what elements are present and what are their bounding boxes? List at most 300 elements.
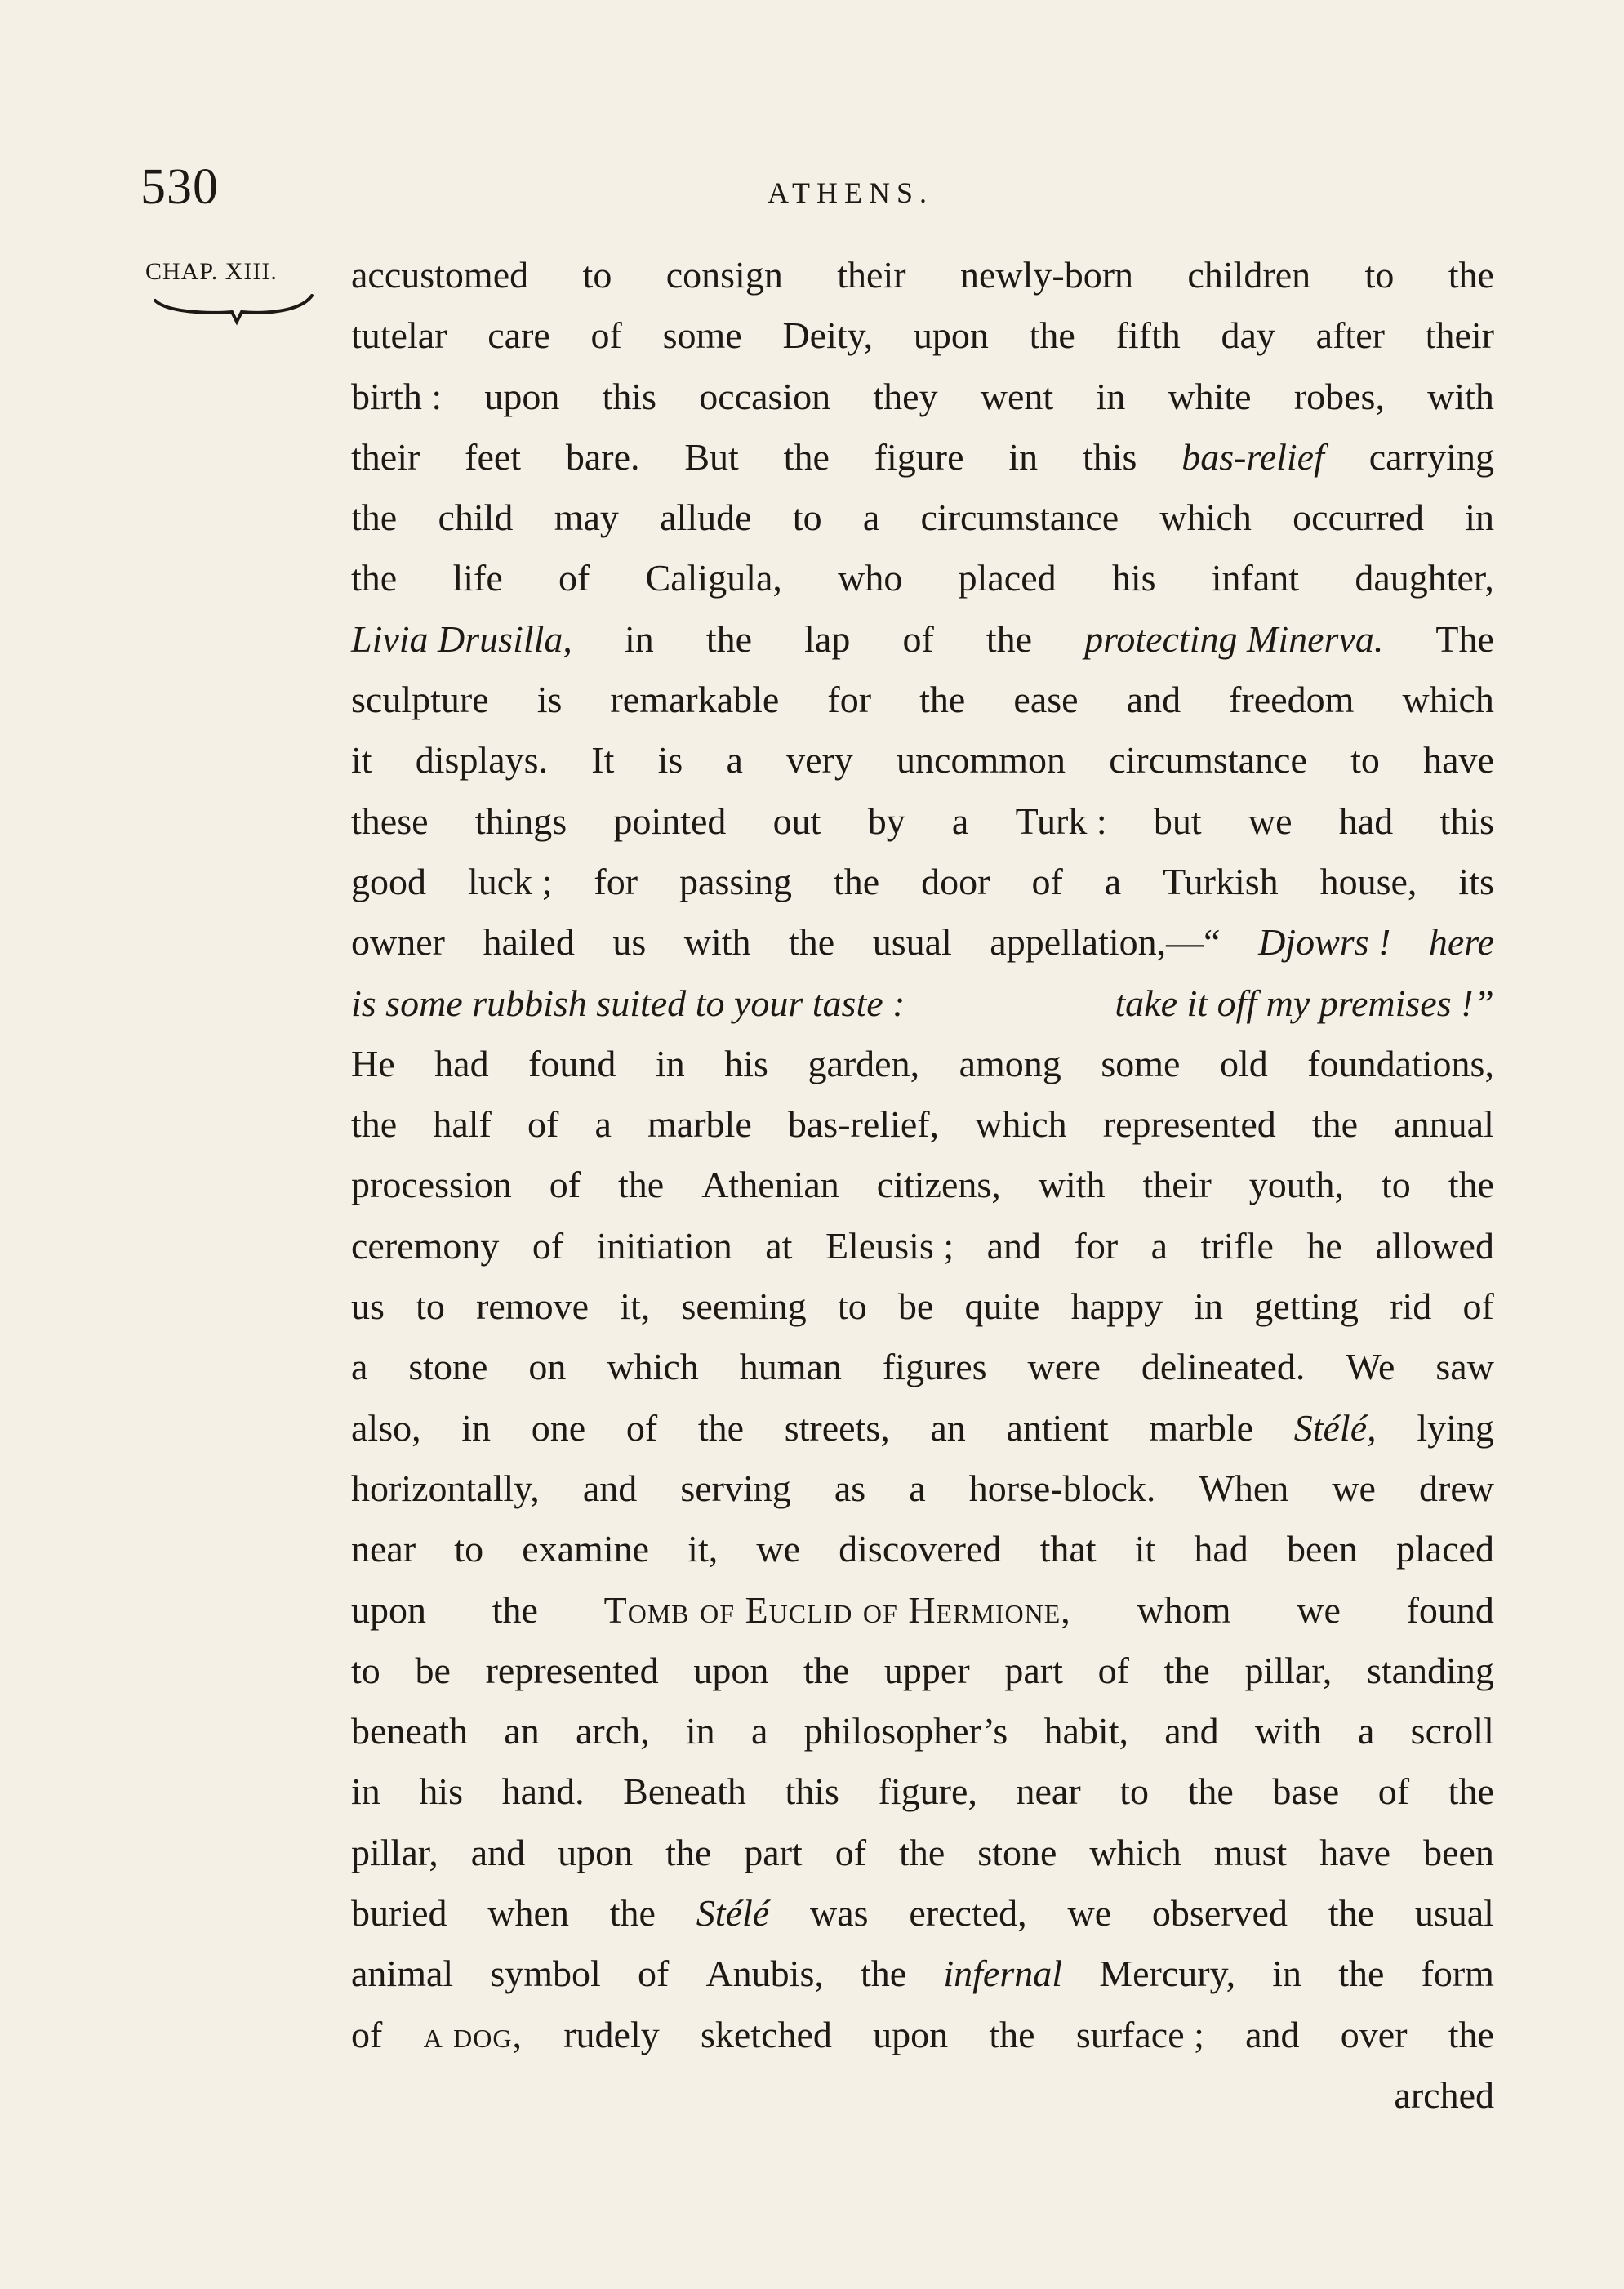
- text-word: when: [487, 1892, 569, 1935]
- text-word: of: [590, 314, 622, 357]
- text-word: to: [1350, 739, 1380, 782]
- text-word: over: [1340, 2013, 1408, 2055]
- text-word: beneath: [351, 1710, 469, 1752]
- text-word: in: [655, 1042, 685, 1084]
- text-word: Tomb of Euclid of Hermione,: [603, 1588, 1071, 1631]
- text-word: which: [1402, 679, 1494, 721]
- text-word: upon: [558, 1831, 634, 1873]
- text-word: to: [837, 1285, 867, 1328]
- text-line: [351, 1883, 1494, 1944]
- text-word: door: [921, 860, 990, 902]
- text-line: [351, 1337, 1494, 1397]
- text-word: we: [756, 1528, 801, 1570]
- text-word: lying: [1417, 1406, 1494, 1449]
- text-word: of: [532, 1224, 564, 1267]
- text-word: a: [1357, 1710, 1375, 1752]
- text-word: marble: [647, 1103, 752, 1146]
- text-word: Mercury,: [1099, 1953, 1236, 1995]
- text-word: and: [582, 1467, 638, 1509]
- text-word: in: [1096, 375, 1126, 417]
- text-word: buried: [351, 1892, 447, 1935]
- text-word: figure: [874, 435, 964, 478]
- text-word: allude: [660, 497, 752, 539]
- text-word: of: [558, 557, 590, 599]
- text-line: [351, 1823, 1494, 1883]
- text-word: the: [861, 1953, 907, 1995]
- text-word: child: [438, 497, 514, 539]
- text-word: a: [1104, 860, 1122, 902]
- text-line: [351, 1580, 1494, 1641]
- text-word: his: [419, 1770, 464, 1813]
- text-word: of: [1377, 1770, 1410, 1813]
- text-word: the: [665, 1831, 712, 1873]
- text-word: had: [434, 1042, 489, 1084]
- text-word: bas-relief,: [787, 1103, 940, 1146]
- text-word: children: [1187, 254, 1311, 296]
- text-line: [351, 1216, 1494, 1276]
- text-word: stone: [977, 1831, 1057, 1873]
- text-word: the: [834, 860, 880, 902]
- text-word: with: [1254, 1710, 1322, 1752]
- text-word: a: [750, 1710, 768, 1752]
- text-word: some: [662, 314, 742, 357]
- text-word: their: [837, 254, 906, 296]
- text-word: bare.: [565, 435, 640, 478]
- text-word: luck ;: [467, 860, 553, 902]
- text-line: [351, 2065, 1494, 2126]
- text-word: the: [1187, 1770, 1234, 1813]
- text-word: that: [1039, 1528, 1097, 1570]
- text-word: ceremony: [351, 1224, 500, 1267]
- text-word: symbol: [490, 1953, 601, 1995]
- text-word: he: [1306, 1224, 1342, 1267]
- text-word: fifth: [1115, 314, 1181, 357]
- text-line: [351, 1641, 1494, 1701]
- text-word: the: [1448, 254, 1494, 296]
- text-word: of: [527, 1103, 559, 1146]
- text-word: appellation,—“: [990, 921, 1221, 964]
- text-word: the: [1338, 1953, 1385, 1995]
- text-word: philosopher’s: [803, 1710, 1008, 1752]
- text-word: half: [433, 1103, 492, 1146]
- text-word: delineated.: [1141, 1346, 1306, 1388]
- text-word: tutelar: [351, 314, 447, 357]
- text-word: habit,: [1043, 1710, 1128, 1752]
- text-word: the: [705, 617, 753, 660]
- text-word: quite: [964, 1285, 1040, 1328]
- text-word: the: [618, 1164, 665, 1206]
- text-line: [351, 1944, 1494, 2004]
- text-word: usual: [1414, 1892, 1494, 1935]
- text-word: they: [873, 375, 938, 417]
- text-word: which: [607, 1346, 699, 1388]
- text-word: in: [1465, 497, 1494, 539]
- text-word: But: [684, 435, 739, 478]
- text-line: [351, 1458, 1494, 1519]
- text-word: of: [1031, 860, 1063, 902]
- text-word: carrying: [1368, 435, 1494, 478]
- text-word: Djowrs !: [1258, 921, 1391, 964]
- text-line: [351, 730, 1494, 790]
- text-word: circumstance: [920, 497, 1119, 539]
- text-word: the: [919, 679, 966, 721]
- text-word: its: [1458, 860, 1494, 902]
- text-word: by: [867, 799, 905, 842]
- text-word: infant: [1211, 557, 1300, 599]
- text-word: feet: [465, 435, 522, 478]
- text-word: He: [351, 1042, 395, 1084]
- text-word: youth,: [1248, 1164, 1345, 1206]
- text-line: [351, 2005, 1494, 2065]
- text-word: to: [1382, 1164, 1411, 1206]
- text-word: us: [612, 921, 647, 964]
- text-word: a dog,: [423, 2013, 523, 2055]
- text-word: arched: [1394, 2073, 1494, 2116]
- text-line: [351, 1034, 1494, 1094]
- text-word: passing: [679, 860, 793, 902]
- text-word: pillar,: [1244, 1649, 1333, 1691]
- text-word: it,: [620, 1285, 651, 1328]
- text-word: birth :: [351, 375, 443, 417]
- text-word: hailed: [483, 921, 575, 964]
- text-word: upper: [883, 1649, 970, 1691]
- text-word: ease: [1013, 679, 1079, 721]
- text-word: whom: [1137, 1588, 1231, 1631]
- text-word: here: [1428, 921, 1494, 964]
- text-word: a: [726, 739, 743, 782]
- text-word: as: [834, 1467, 866, 1509]
- text-line: [351, 1276, 1494, 1337]
- text-word: among: [959, 1042, 1061, 1084]
- text-word: Deity,: [782, 314, 874, 357]
- text-word: sketched: [700, 2013, 832, 2055]
- text-word: this: [1439, 799, 1494, 842]
- text-word: The: [1435, 617, 1494, 660]
- text-word: to: [582, 254, 612, 296]
- text-word: Turkish: [1163, 860, 1279, 902]
- text-word: upon: [873, 2013, 949, 2055]
- text-word: displays.: [415, 739, 549, 782]
- text-word: for: [827, 679, 872, 721]
- text-word: it,: [687, 1528, 719, 1570]
- text-word: form: [1421, 1953, 1494, 1995]
- running-head: ATHENS.: [768, 176, 934, 209]
- text-word: allowed: [1375, 1224, 1494, 1267]
- text-word: When: [1199, 1467, 1289, 1509]
- text-line: [351, 1398, 1494, 1458]
- text-word: freedom: [1229, 679, 1355, 721]
- text-word: the: [492, 1588, 538, 1631]
- text-word: an: [504, 1710, 540, 1752]
- text-word: initiation: [596, 1224, 732, 1267]
- text-word: surface ;: [1075, 2013, 1204, 2055]
- text-word: be: [897, 1285, 934, 1328]
- text-word: represented: [1102, 1103, 1276, 1146]
- text-word: of: [1097, 1649, 1129, 1691]
- text-word: in: [1272, 1953, 1302, 1995]
- text-word: and: [1126, 679, 1181, 721]
- text-word: owner: [351, 921, 445, 964]
- text-word: animal: [351, 1953, 454, 1995]
- text-word: their: [1142, 1164, 1212, 1206]
- text-word: been: [1423, 1831, 1494, 1873]
- text-line: [351, 488, 1494, 548]
- text-line: [351, 973, 1494, 1034]
- text-word: robes,: [1293, 375, 1385, 417]
- text-word: be: [415, 1649, 451, 1691]
- text-word: but: [1153, 799, 1202, 842]
- text-word: a: [1150, 1224, 1168, 1267]
- text-word: for: [1074, 1224, 1119, 1267]
- text-line: [351, 912, 1494, 973]
- text-word: garden,: [808, 1042, 920, 1084]
- text-line: [351, 305, 1494, 366]
- text-line: [351, 1519, 1494, 1579]
- text-word: we: [1248, 799, 1293, 842]
- page-number: 530: [140, 159, 219, 215]
- text-word: is some rubbish suited to your taste :: [351, 982, 905, 1024]
- text-word: remove: [476, 1285, 589, 1328]
- text-word: in: [1008, 435, 1039, 478]
- text-line: [351, 1155, 1494, 1215]
- text-word: citizens,: [876, 1164, 1001, 1206]
- text-word: the: [351, 1103, 398, 1146]
- text-word: the: [899, 1831, 945, 1873]
- text-line: [351, 852, 1494, 912]
- text-word: the: [989, 2013, 1035, 2055]
- text-word: his: [1111, 557, 1156, 599]
- text-word: part: [744, 1831, 803, 1873]
- text-word: drew: [1419, 1467, 1494, 1509]
- text-word: placed: [958, 557, 1057, 599]
- text-word: placed: [1395, 1528, 1494, 1570]
- text-word: arch,: [575, 1710, 650, 1752]
- text-word: marble: [1149, 1406, 1254, 1449]
- text-word: daughter,: [1355, 557, 1494, 599]
- text-word: scroll: [1410, 1710, 1494, 1752]
- text-word: trifle: [1200, 1224, 1274, 1267]
- text-word: bas-relief: [1181, 435, 1324, 478]
- text-word: horse-block.: [968, 1467, 1156, 1509]
- text-word: upon: [351, 1588, 426, 1631]
- text-word: it: [351, 739, 372, 782]
- text-word: represented: [485, 1649, 659, 1691]
- text-word: Turk :: [1015, 799, 1107, 842]
- text-word: house,: [1319, 860, 1417, 902]
- text-word: base: [1272, 1770, 1340, 1813]
- text-word: who: [838, 557, 903, 599]
- text-word: consign: [665, 254, 783, 296]
- text-word: their: [1425, 314, 1494, 357]
- text-word: Stélé,: [1293, 1406, 1377, 1449]
- text-word: things: [474, 799, 567, 842]
- text-word: we: [1297, 1588, 1341, 1631]
- text-word: went: [980, 375, 1054, 417]
- text-word: the: [1448, 1770, 1494, 1813]
- text-word: with: [1427, 375, 1494, 417]
- text-word: Athenian: [701, 1164, 839, 1206]
- text-word: this: [1082, 435, 1137, 478]
- text-word: a: [594, 1103, 612, 1146]
- text-word: of: [549, 1164, 581, 1206]
- text-word: Eleusis ;: [825, 1224, 954, 1267]
- text-word: seeming: [681, 1285, 807, 1328]
- text-word: were: [1027, 1346, 1101, 1388]
- text-word: which: [975, 1103, 1067, 1146]
- text-word: in: [461, 1406, 492, 1449]
- text-word: to: [1119, 1770, 1150, 1813]
- text-word: to: [416, 1285, 445, 1328]
- text-line: [351, 367, 1494, 427]
- text-word: the: [803, 1649, 850, 1691]
- text-word: occasion: [699, 375, 831, 417]
- text-word: an: [930, 1406, 966, 1449]
- text-word: is: [536, 679, 563, 721]
- text-word: it: [1134, 1528, 1156, 1570]
- text-word: pillar,: [351, 1831, 438, 1873]
- text-word: foundations,: [1307, 1042, 1494, 1084]
- chapter-margin-note: CHAP. XIII.: [145, 258, 278, 285]
- text-word: the: [351, 557, 398, 599]
- text-word: happy: [1070, 1285, 1163, 1328]
- text-word: stone: [408, 1346, 488, 1388]
- text-word: on: [528, 1346, 567, 1388]
- margin-brace-icon: [152, 294, 315, 327]
- text-word: Stélé: [696, 1892, 770, 1935]
- text-word: very: [786, 739, 853, 782]
- text-word: remarkable: [610, 679, 780, 721]
- text-word: examine: [522, 1528, 650, 1570]
- text-line: [351, 670, 1494, 730]
- text-word: protecting Minerva.: [1084, 617, 1384, 660]
- text-word: getting: [1254, 1285, 1359, 1328]
- text-word: lap: [804, 617, 851, 660]
- text-word: the: [697, 1406, 745, 1449]
- text-word: of: [834, 1831, 867, 1873]
- text-line: [351, 1761, 1494, 1822]
- text-word: of: [902, 617, 934, 660]
- text-word: the: [609, 1892, 656, 1935]
- text-word: after: [1315, 314, 1385, 357]
- text-word: and: [986, 1224, 1042, 1267]
- text-word: rid: [1390, 1285, 1432, 1328]
- text-word: care: [487, 314, 550, 357]
- text-word: of: [1462, 1285, 1494, 1328]
- text-word: figure,: [878, 1770, 977, 1813]
- text-word: these: [351, 799, 429, 842]
- text-word: annual: [1394, 1103, 1494, 1146]
- text-word: had: [1194, 1528, 1248, 1570]
- text-word: this: [785, 1770, 839, 1813]
- text-word: been: [1286, 1528, 1358, 1570]
- text-word: to: [1364, 254, 1395, 296]
- text-word: take it off my premises !”: [1115, 982, 1494, 1024]
- text-word: usual: [872, 921, 952, 964]
- text-line: [351, 245, 1494, 305]
- text-word: had: [1338, 799, 1394, 842]
- text-word: Beneath: [623, 1770, 746, 1813]
- text-word: serving: [680, 1467, 791, 1509]
- text-line: [351, 1094, 1494, 1155]
- text-word: this: [602, 375, 657, 417]
- text-line: [351, 427, 1494, 488]
- text-word: with: [683, 921, 751, 964]
- text-word: and: [1245, 2013, 1300, 2055]
- text-word: the: [1448, 2013, 1494, 2055]
- text-word: rudely: [563, 2013, 660, 2055]
- text-word: us: [351, 1285, 385, 1328]
- text-word: out: [772, 799, 821, 842]
- text-line: [351, 609, 1494, 670]
- text-line: [351, 548, 1494, 608]
- text-word: which: [1089, 1831, 1181, 1873]
- text-word: the: [986, 617, 1033, 660]
- text-word: one: [531, 1406, 586, 1449]
- text-word: the: [1311, 1103, 1359, 1146]
- text-word: the: [783, 435, 830, 478]
- text-word: in: [625, 617, 654, 660]
- text-word: procession: [351, 1164, 512, 1206]
- text-word: in: [1194, 1285, 1224, 1328]
- text-word: in: [351, 1770, 380, 1813]
- text-word: antient: [1006, 1406, 1109, 1449]
- text-word: We: [1346, 1346, 1395, 1388]
- text-word: horizontally,: [351, 1467, 540, 1509]
- text-word: is: [657, 739, 683, 782]
- body-text: [351, 245, 1494, 2126]
- text-word: the: [1328, 1892, 1374, 1935]
- text-word: the: [351, 497, 398, 539]
- text-word: at: [765, 1224, 793, 1267]
- text-word: upon: [484, 375, 560, 417]
- text-word: Caligula,: [645, 557, 782, 599]
- text-word: and: [470, 1831, 526, 1873]
- text-word: was: [810, 1892, 869, 1935]
- text-word: the: [789, 921, 835, 964]
- text-word: have: [1319, 1831, 1391, 1873]
- text-line: [351, 791, 1494, 852]
- text-word: infernal: [943, 1953, 1063, 1995]
- text-word: uncommon: [897, 739, 1066, 782]
- text-word: may: [554, 497, 619, 539]
- text-word: upon: [913, 314, 989, 357]
- text-word: white: [1168, 375, 1252, 417]
- text-word: Livia Drusilla,: [351, 617, 572, 660]
- text-word: saw: [1435, 1346, 1494, 1388]
- text-word: It: [591, 739, 615, 782]
- text-word: also,: [351, 1406, 421, 1449]
- text-word: the: [1029, 314, 1075, 357]
- text-word: their: [351, 435, 420, 478]
- text-word: occurred: [1293, 497, 1424, 539]
- text-word: we: [1067, 1892, 1112, 1935]
- text-word: figures: [882, 1346, 987, 1388]
- text-word: we: [1332, 1467, 1376, 1509]
- text-word: newly-born: [959, 254, 1134, 296]
- text-word: his: [724, 1042, 768, 1084]
- text-word: Anubis,: [705, 1953, 824, 1995]
- text-word: near: [351, 1528, 416, 1570]
- text-word: part: [1004, 1649, 1063, 1691]
- text-word: pointed: [613, 799, 727, 842]
- text-word: good: [351, 860, 426, 902]
- text-word: hand.: [501, 1770, 585, 1813]
- text-word: life: [452, 557, 503, 599]
- text-word: a: [351, 1346, 368, 1388]
- text-word: observed: [1151, 1892, 1288, 1935]
- text-word: erected,: [909, 1892, 1027, 1935]
- text-word: day: [1221, 314, 1275, 357]
